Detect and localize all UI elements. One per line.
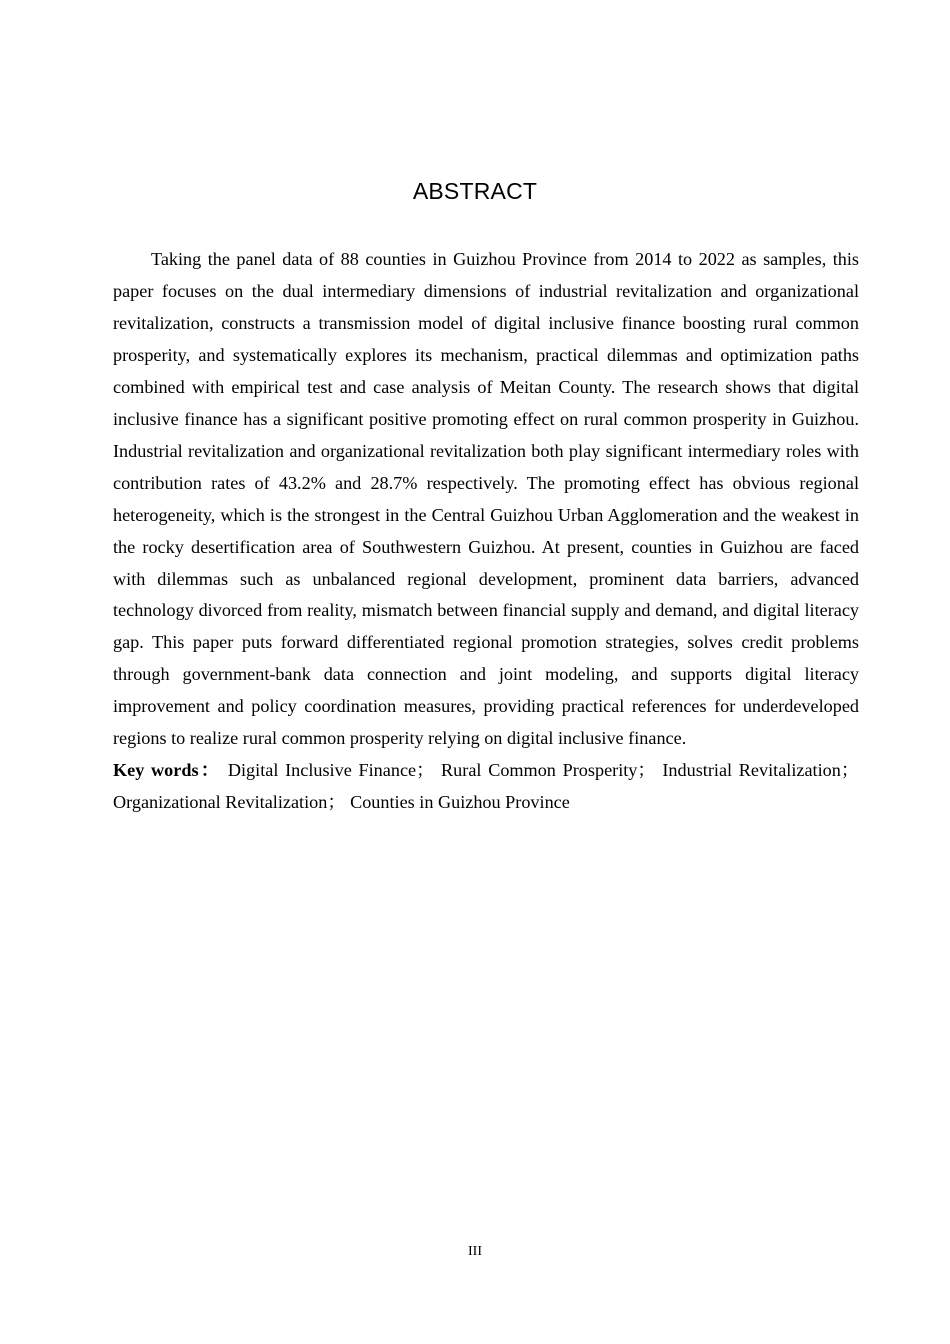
abstract-title: ABSTRACT xyxy=(412,178,538,204)
keyword-separator: ； xyxy=(840,760,860,781)
keyword-separator: ； xyxy=(637,760,656,781)
keywords-line xyxy=(113,755,859,819)
keywords-label: Key words： xyxy=(113,760,222,781)
abstract-body xyxy=(113,244,859,819)
keyword-item: Industrial Revitalization xyxy=(662,760,841,781)
keyword-separator: ； xyxy=(327,792,346,813)
keyword-item: Organizational Revitalization xyxy=(113,792,328,813)
keyword-item: Digital Inclusive Finance xyxy=(227,760,417,781)
page-number: III xyxy=(468,1244,482,1259)
keyword-item: Counties in Guizhou Province xyxy=(350,792,570,813)
keyword-separator: ； xyxy=(416,760,435,781)
abstract-paragraph: Taking the panel data of 88 counties in Guizhou Province from 2014 to 2022 as samples, this paper focuses on the dual intermediary dimensions of industrial revitalization and organizational revitalization, constructs a transmission model of digital inclusive finance boosting rural common prosperity, and systematically explores its mechanism, practical dilemmas and optimization paths combined with empirical test and case analysis of Meitan County. The research shows that digital inclusive finance has a significant positive promoting effect on rural common prosperity in Guizhou. Industrial revitalization and organizational revitalization both play significant intermediary roles with contribution rates of 43.2% and 28.7% respectively. The promoting effect has obvious regional heterogeneity, which is the strongest in the Central Guizhou Urban Agglomeration and the weakest in the rocky desertification area of Southwestern Guizhou. At present, counties in Guizhou are faced with dilemmas such as unbalanced regional development, prominent data barriers, advanced technology divorced from reality, mismatch between financial supply and demand, and digital literacy gap. This paper puts forward differentiated regional promotion strategies, solves credit problems through government-bank data connection and joint modeling, and supports digital literacy improvement and policy coordination measures, providing practical references for underdeveloped regions to realize rural common prosperity relying on digital inclusive finance. xyxy=(113,249,859,749)
keyword-item: Rural Common Prosperity xyxy=(441,760,638,781)
